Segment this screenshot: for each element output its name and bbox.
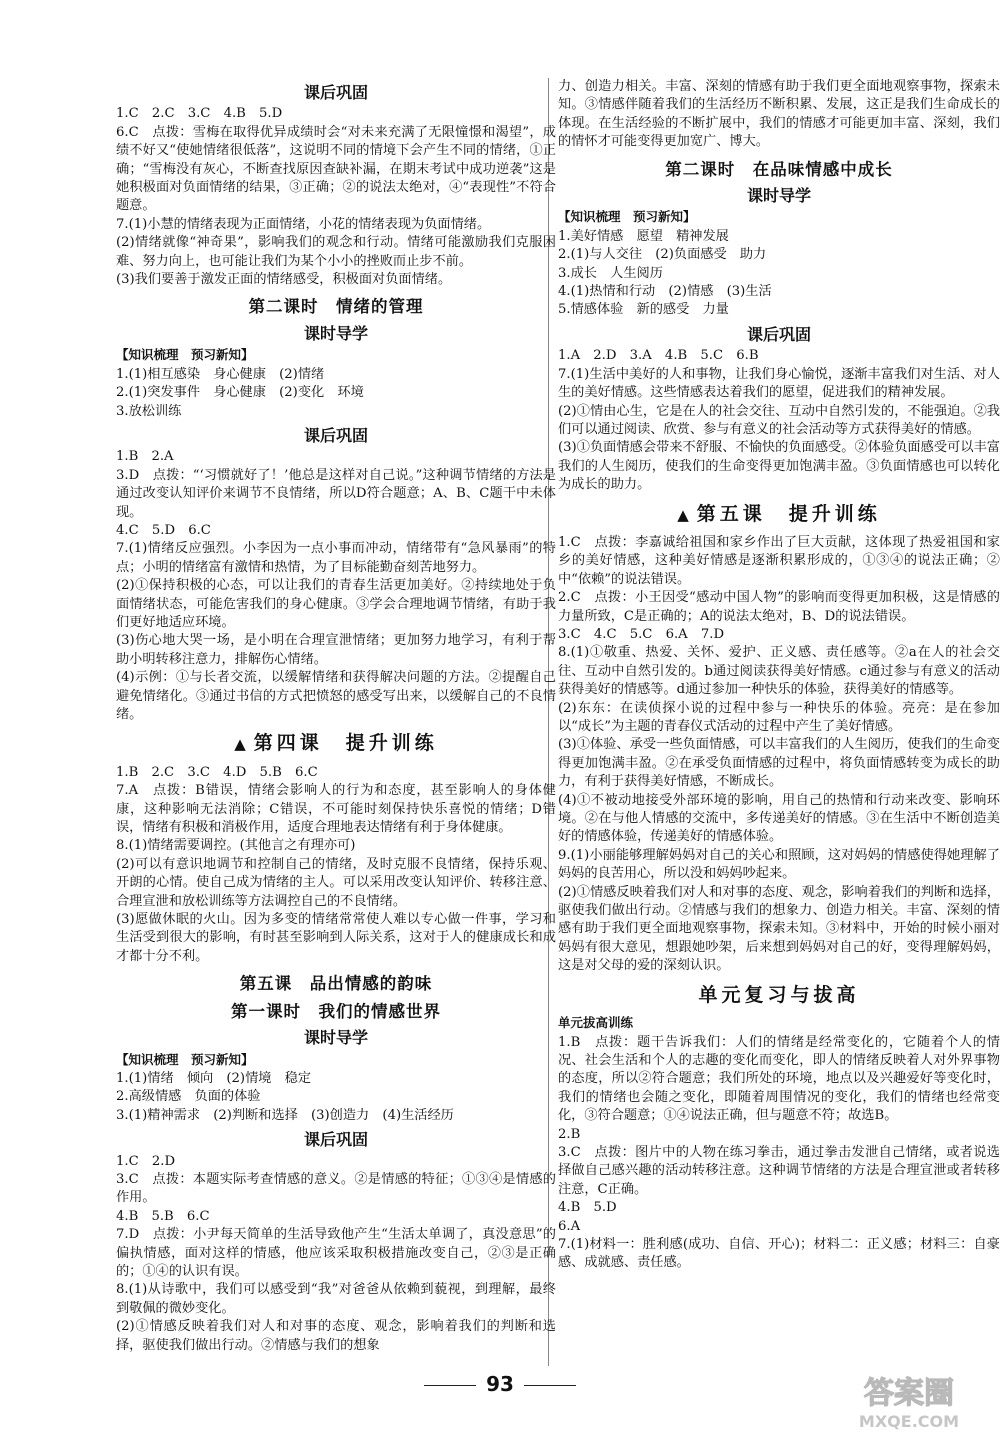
answer-paragraph: (2)情绪就像“神奇果”，影响我们的观念和行动。情绪可能激励我们克服困难、努力向上，也可能让我们为某个小小的挫败而止步不前。 bbox=[116, 235, 556, 269]
answer-paragraph: 8.(1)①敬重、热爱、关怀、爱护、正义感、责任感等。②a在人的社会交往、互动中自然引发的。b通过阅读获得美好情感。c通过参与有意义的活动获得美好的情感等。d通过参加一种快乐的体验，获得美好的情感等。 bbox=[558, 645, 1000, 698]
answer-paragraph: 1.C 点拨：李嘉诚给祖国和家乡作出了巨大贡献，这体现了热爱祖国和家乡的美好情感，这种美好情感是逐渐积累形成的，①③④的说法正确；②中“依赖”的说法错误。 bbox=[558, 534, 1000, 587]
answer-paragraph: 3.C 点拨：本题实际考查情感的意义。②是情感的特征；①③④是情感的作用。 bbox=[116, 1171, 556, 1206]
answer-paragraph: (2)可以有意识地调节和控制自己的情绪，及时克服不良情绪，保持乐观、开朗的心情。使自己成为情绪的主人。可以采用改变认知评价、转移注意、合理宣泄和放松训练等方法调控自己的不良情绪。 bbox=[116, 856, 556, 909]
answer-paragraph: 1.美好情感 愿望 精神发展 bbox=[558, 228, 729, 244]
answer-paragraph: (2)东东：在读侦探小说的过程中参与一种快乐的体验。亮亮：是在参加以“成长”为主题的青春仪式活动的过程中产生了美好情感。 bbox=[558, 700, 1000, 734]
answer-paragraph: 3.C 点拨：图片中的人物在练习拳击，通过拳击发泄自己情绪，或者说选择做自己感兴趣的活动转移注意。这种调节情绪的方法是合理宣泄或者转移注意，C正确。 bbox=[558, 1144, 1000, 1197]
answer-paragraph: 力、创造力相关。丰富、深刻的情感有助于我们更全面地观察事物，探索未知。③情感伴随着我们的生活经历不断积累、发展，这正是我们生命成长的体现。在生活经验的不断扩展中，我们的情感才可能更加丰富、深刻，我们的情怀才可能变得更加宽广、博大。 bbox=[558, 79, 1000, 150]
lesson-heading: 第一课时 我们的情感世界 bbox=[231, 1001, 441, 1021]
answer-paragraph: 4.B 5.B 6.C bbox=[116, 1208, 210, 1224]
lesson-heading: 第二课时 在品味情感中成长 bbox=[665, 159, 893, 179]
answer-paragraph: (4)①不被动地接受外部环境的影响，用自己的热情和行动来改变、影响环境。②在与他人情感的交流中，多传递美好的情感。③在生活中不断创造美好的情感体验，传递美好的情感体验。 bbox=[558, 792, 1000, 845]
answer-paragraph: (2)①情由心生，它是在人的社会交往、互动中自然引发的，不能强迫。②我们可以通过阅读、欣赏、参与有意义的社会活动等方式获得美好的情感。 bbox=[558, 403, 1000, 437]
answer-paragraph: (3)我们要善于激发正面的情绪感受，积极面对负面情绪。 bbox=[116, 272, 452, 288]
answer-paragraph: 7.(1)小慧的情绪表现为正面情绪，小花的情绪表现为负面情绪。 bbox=[116, 216, 491, 232]
left-column bbox=[116, 78, 556, 1355]
section-heading: 课后巩固 bbox=[303, 1130, 368, 1150]
answer-paragraph: 8.(1)情绪需要调控。(其他言之有理亦可) bbox=[116, 838, 356, 854]
section-heading: 课后巩固 bbox=[303, 83, 368, 102]
unit-heading: ▲ 第四课 提升训练 bbox=[116, 734, 556, 753]
answer-paragraph: 7.(1)情绪反应强烈。小李因为一点小事而冲动，情绪带有“急风暴雨”的特点；小明的情绪富有激情和热情，为了目标能勤奋刻苦地努力。 bbox=[116, 541, 556, 575]
answer-paragraph: (3)①体验、承受一些负面情感，可以丰富我们的人生阅历，使我们的生命变得更加饱满丰盈。②在承受负面情感的过程中，将负面情感转变为成长的助力，有利于获得美好情感，不断成长。 bbox=[558, 737, 1000, 790]
watermark-sub: MXQE.COM bbox=[858, 1412, 960, 1431]
answer-paragraph: 2.(1)与人交往 (2)负面感受 助力 bbox=[558, 247, 767, 263]
answer-paragraph: 8.(1)从诗歌中，我们可以感受到“我”对爸爸从依赖到藐视，到理解，最终到敬佩的微妙变化。 bbox=[116, 1282, 556, 1316]
watermark-text: 答案圈 bbox=[864, 1376, 954, 1411]
answer-paragraph: 4.B 5.D bbox=[558, 1200, 617, 1216]
section-tag: 【知识梳理 预习新知】 bbox=[116, 1051, 254, 1067]
answer-paragraph: 1.B 点拨：题干告诉我们：人们的情绪是经常变化的，它随着个人的情况、社会生活和个人的志趣的变化而变化，即人的情绪反映着人对外界事物的态度，所以②符合题意；我们所处的环境，地点以及兴趣爱好等变化时，我们的情绪也会随之变化，即随着周围情况的变化，我们的情绪也经常变化，③符合题意；①④说法正确，但与题意不符；故选B。 bbox=[558, 1034, 1000, 1124]
answer-paragraph: 1.(1)情绪 倾向 (2)情境 稳定 bbox=[116, 1070, 312, 1086]
answer-paragraph: (3)愿做休眠的火山。因为多变的情绪常常使人难以专心做一件事，学习和生活受到很大的影响，有时甚至影响到人际关系，这对于人的健康成长和成才都十分不利。 bbox=[116, 912, 556, 964]
answer-paragraph: 3.放松训练 bbox=[116, 403, 182, 419]
unit-heading: ▲ 第五课 提升训练 bbox=[558, 505, 1000, 524]
unit-heading: 单元复习与拔高 bbox=[698, 983, 860, 1006]
section-tag: 【知识梳理 预习新知】 bbox=[558, 209, 696, 225]
lesson-heading: 第五课 品出情感的韵味 bbox=[239, 974, 433, 994]
section-heading: 课时导学 bbox=[303, 323, 368, 343]
answer-paragraph: 9.(1)小丽能够理解妈妈对自己的关心和照顾，这对妈妈的情感使得她理解了妈妈的良苦用心，所以没和妈妈吵起来。 bbox=[558, 847, 1000, 882]
answer-paragraph: (2)①情感反映着我们对人和对事的态度、观念，影响着我们的判断和选择，驱使我们做出行动。②情感与我们的想象 bbox=[116, 1319, 556, 1353]
watermark-logo bbox=[834, 1365, 984, 1435]
answer-paragraph: 4.(1)热情和行动 (2)情感 (3)生活 bbox=[558, 284, 772, 300]
answer-paragraph: (2)①情感反映着我们对人和对事的态度、观念，影响着我们的判断和选择，驱使我们做出行动。②情感与我们的想象力、创造力相关。丰富、深刻的情感有助于我们更全面地观察事物，探索未知。③材料中，开始的时候小丽对妈妈有很大意见，想跟她吵架，后来想到妈妈对自己的好，变得理解妈妈，这是对父母的爱的深刻认识。 bbox=[558, 884, 1000, 974]
answer-paragraph: 2.B bbox=[558, 1126, 581, 1142]
answer-paragraph: 6.C 点拨：雪梅在取得优异成绩时会“对未来充满了无限憧憬和渴望”，成绩不好又“使她情绪很低落”，这说明不同的情境下会产生不同的情绪，①正确；“雪梅没有灰心，不断查找原因查缺补漏，在期末考试中成功逆袭”这是她积极面对负面情绪的结果，③正确；②的说法太绝对，④“表现性”不符合题意。 bbox=[116, 124, 556, 214]
answer-paragraph: 7.(1)生活中美好的人和事物，让我们身心愉悦，逐渐丰富我们对生活、对人生的美好情感。这些情感表达着我们的愿望，促进我们的精神发展。 bbox=[558, 366, 1000, 401]
answer-paragraph: 1.A 2.D 3.A 4.B 5.C 6.B bbox=[558, 348, 759, 364]
section-tag: 【知识梳理 预习新知】 bbox=[116, 347, 254, 363]
section-heading: 课时导学 bbox=[746, 186, 811, 206]
answer-paragraph: 2.高级情感 负面的体验 bbox=[116, 1089, 261, 1105]
answer-paragraph: 1.B 2.C 3.C 4.D 5.B 6.C bbox=[116, 764, 318, 780]
answer-paragraph: (3)伤心地大哭一场，是小明在合理宣泄情绪；更加努力地学习，有利于帮助小明转移注意力，排解伤心情绪。 bbox=[116, 633, 556, 667]
answer-paragraph: 1.C 2.C 3.C 4.B 5.D bbox=[116, 106, 283, 122]
answer-paragraph: 1.C 2.D bbox=[116, 1153, 176, 1169]
section-heading: 课后巩固 bbox=[303, 425, 368, 445]
answer-paragraph: 5.情感体验 新的感受 力量 bbox=[558, 302, 729, 318]
answer-paragraph: (3)①负面情感会带来不舒服、不愉快的负面感受。②体验负面感受可以丰富我们的人生阅历，使我们的生命变得更加饱满丰盈。③负面情感也可以转化为成长的助力。 bbox=[558, 440, 1000, 493]
answer-paragraph: 7.A 点拨：B错误，情绪会影响人的行为和态度，甚至影响人的身体健康，这种影响无法消除；C错误，不可能时刻保持快乐喜悦的情绪；D错误，情绪有积极和消极作用，适度合理地表达情绪有利于身体健康。 bbox=[116, 783, 556, 836]
section-tag: 单元拔高训练 bbox=[558, 1015, 634, 1031]
answer-paragraph: 3.C 4.C 5.C 6.A 7.D bbox=[558, 626, 725, 642]
answer-paragraph: 6.A bbox=[558, 1218, 581, 1234]
answer-paragraph: 7.D 点拨：小尹每天简单的生活导致他产生“生活太单调了，真没意思”的偏执情感，面对这样的情感，他应该采取积极措施改变自己，②③是正确的；①④的认识有误。 bbox=[116, 1227, 556, 1279]
answer-paragraph: 1.B 2.A bbox=[116, 449, 174, 465]
answer-paragraph: (2)①保持积极的心态，可以让我们的青春生活更加美好。②持续地处于负面情绪状态，可能危害我们的身心健康。③学会合理地调节情绪，有助于我们更好地适应环境。 bbox=[116, 578, 556, 630]
right-column bbox=[558, 78, 1000, 1273]
answer-paragraph: 4.C 5.D 6.C bbox=[116, 522, 211, 538]
answer-paragraph: 3.D 点拨：“‘习惯就好了！’他总是这样对自己说。”这种调节情绪的方法是通过改变认知评价来调节不良情绪，所以D符合题意；A、B、C题干中未体现。 bbox=[116, 467, 556, 520]
answer-paragraph: 3.(1)精神需求 (2)判断和选择 (3)创造力 (4)生活经历 bbox=[116, 1107, 454, 1123]
answer-paragraph: 3.成长 人生阅历 bbox=[558, 265, 663, 281]
section-heading: 课后巩固 bbox=[746, 324, 811, 344]
answer-paragraph: 2.(1)突发事件 身心健康 (2)变化 环境 bbox=[116, 385, 364, 401]
page-number: 93 bbox=[0, 1372, 1000, 1396]
answer-paragraph: (4)示例：①与长者交流，以缓解情绪和获得解决问题的方法。②提醒自己避免情绪化。③通过书信的方式把愤怒的感受写出来，以缓解自己的不良情绪。 bbox=[116, 670, 556, 722]
answer-paragraph: 2.C 点拨：小王因受“感动中国人物”的影响而变得更加积极，这是情感的力量所致，C是正确的；A的说法太绝对，B、D的说法错误。 bbox=[558, 590, 1000, 624]
answer-paragraph: 7.(1)材料一：胜利感(成功、自信、开心)；材料二：正义感；材料三：自豪感、成就感、责任感。 bbox=[558, 1236, 1000, 1271]
lesson-heading: 第二课时 情绪的管理 bbox=[248, 297, 424, 317]
section-heading: 课时导学 bbox=[303, 1028, 368, 1048]
answer-paragraph: 1.(1)相互感染 身心健康 (2)情绪 bbox=[116, 366, 325, 382]
